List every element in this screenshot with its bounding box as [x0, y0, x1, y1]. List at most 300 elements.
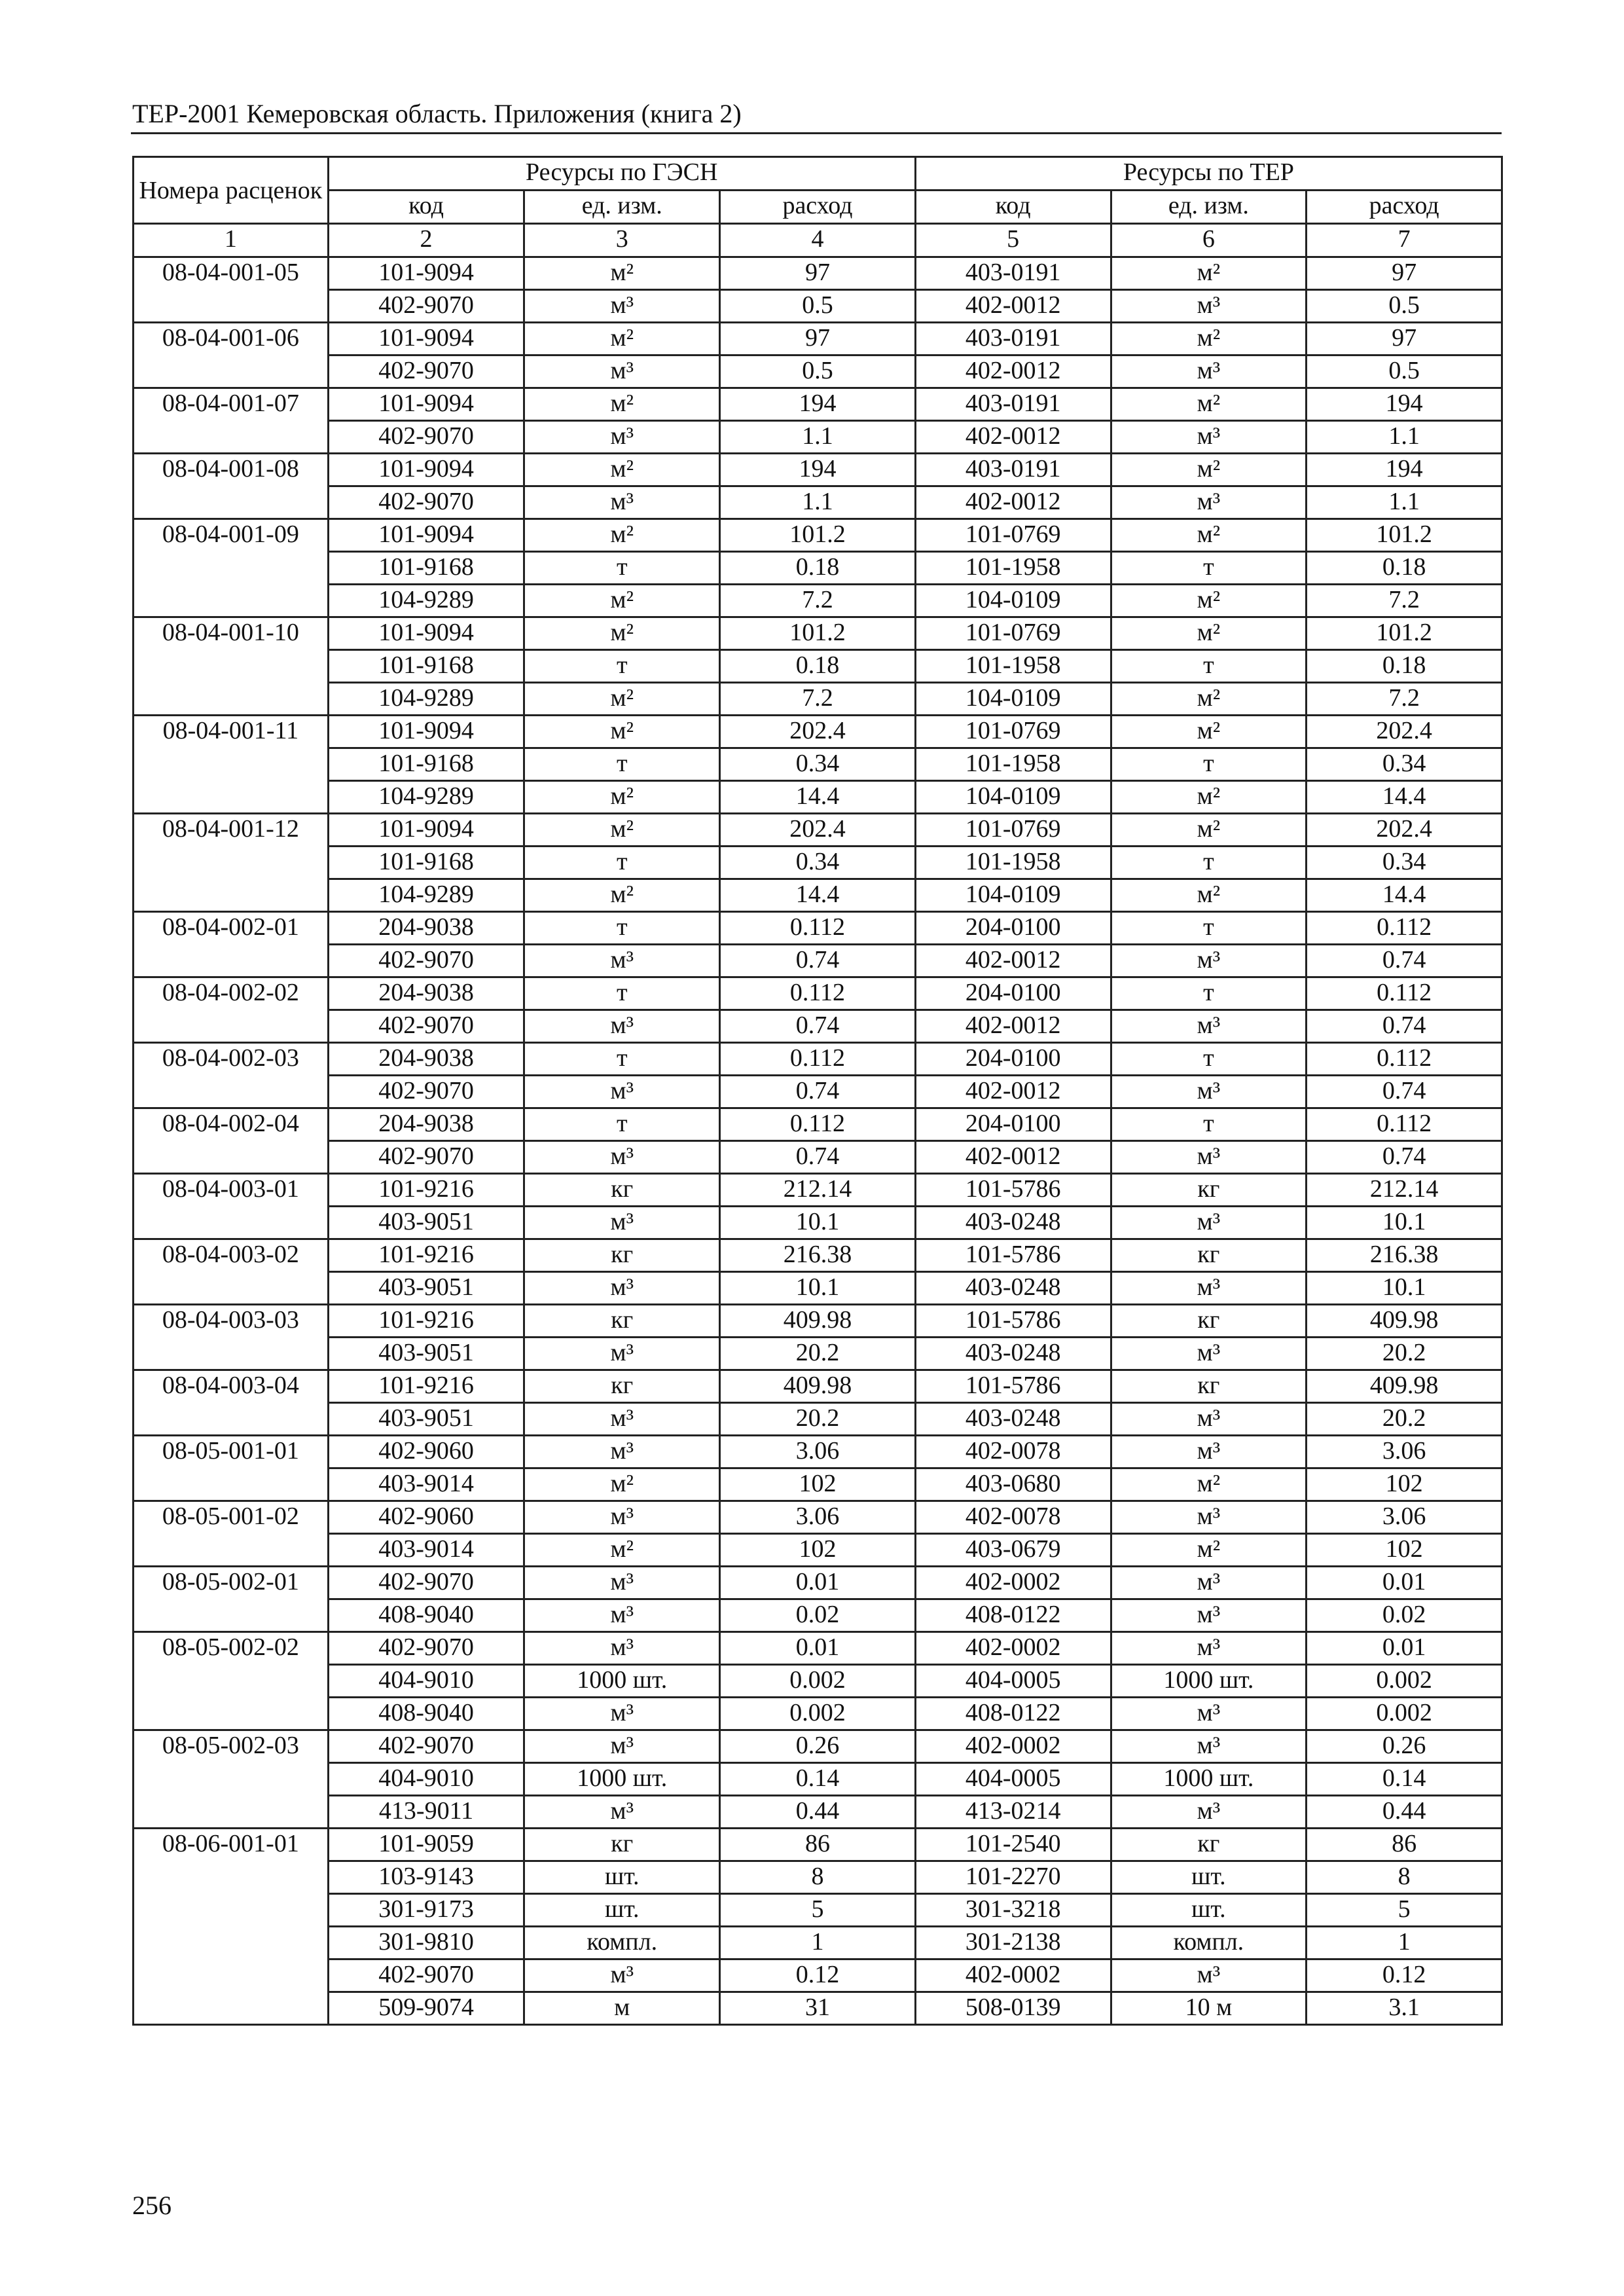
gesn-unit-cell: м³ [524, 1403, 720, 1436]
ter-unit-cell: кг [1111, 1370, 1307, 1403]
ter-consumption-cell: 202.4 [1307, 814, 1502, 847]
ter-code-cell: 101-5786 [915, 1370, 1111, 1403]
ter-consumption-cell: 0.112 [1307, 1043, 1502, 1076]
table-row [134, 1959, 1502, 1992]
rate-number-cell: 08-04-001-05 [134, 257, 329, 323]
rate-number-cell: 08-04-003-03 [134, 1305, 329, 1370]
gesn-unit-cell: м³ [524, 290, 720, 323]
gesn-consumption-cell: 0.44 [720, 1796, 916, 1829]
gesn-unit-cell: м² [524, 1468, 720, 1501]
gesn-code-cell: 403-9051 [328, 1272, 524, 1305]
gesn-unit-cell: м² [524, 519, 720, 552]
gesn-consumption-cell: 0.02 [720, 1599, 916, 1632]
ter-code-cell: 402-0012 [915, 290, 1111, 323]
gesn-consumption-cell: 0.18 [720, 552, 916, 585]
ter-unit-cell: кг [1111, 1239, 1307, 1272]
column-number: 6 [1111, 224, 1307, 257]
gesn-consumption-cell: 20.2 [720, 1338, 916, 1370]
table-row [134, 1632, 1502, 1665]
gesn-consumption-cell: 1.1 [720, 421, 916, 454]
ter-consumption-cell: 0.74 [1307, 1141, 1502, 1174]
gesn-code-cell: 204-9038 [328, 977, 524, 1010]
gesn-code-cell: 402-9060 [328, 1436, 524, 1468]
table-row [134, 388, 1502, 421]
gesn-code-cell: 101-9094 [328, 716, 524, 748]
ter-consumption-cell: 0.34 [1307, 847, 1502, 879]
gesn-unit-cell: м² [524, 814, 720, 847]
ter-consumption-cell: 7.2 [1307, 683, 1502, 716]
gesn-unit-cell: м³ [524, 1567, 720, 1599]
gesn-consumption-cell: 194 [720, 388, 916, 421]
rate-number-cell: 08-04-001-09 [134, 519, 329, 617]
gesn-unit-cell: т [524, 847, 720, 879]
gesn-consumption-cell: 20.2 [720, 1403, 916, 1436]
rate-number-cell: 08-04-002-03 [134, 1043, 329, 1108]
gesn-unit-cell: т [524, 912, 720, 945]
ter-unit-cell: м³ [1111, 355, 1307, 388]
ter-code-cell: 403-0679 [915, 1534, 1111, 1567]
gesn-unit-cell: м² [524, 388, 720, 421]
ter-unit-cell: кг [1111, 1174, 1307, 1207]
gesn-code-cell: 101-9168 [328, 552, 524, 585]
page-header: ТЕР-2001 Кемеровская область. Приложения (книга 2) [132, 99, 742, 128]
ter-unit-cell: м² [1111, 1534, 1307, 1567]
table-row [134, 1272, 1502, 1305]
ter-code-cell: 403-0680 [915, 1468, 1111, 1501]
gesn-unit-cell: м³ [524, 486, 720, 519]
ter-consumption-cell: 409.98 [1307, 1370, 1502, 1403]
ter-consumption-cell: 8 [1307, 1861, 1502, 1894]
gesn-code-cell: 101-9094 [328, 814, 524, 847]
table-row [134, 257, 1502, 290]
ter-unit-cell: т [1111, 1043, 1307, 1076]
gesn-unit-cell: м² [524, 716, 720, 748]
rate-number-cell: 08-04-003-01 [134, 1174, 329, 1239]
gesn-code-cell: 408-9040 [328, 1599, 524, 1632]
gesn-unit-cell: м² [524, 454, 720, 486]
gesn-unit-cell: м² [524, 323, 720, 355]
ter-unit-cell: м² [1111, 585, 1307, 617]
ter-unit-cell: м² [1111, 454, 1307, 486]
ter-consumption-cell: 20.2 [1307, 1338, 1502, 1370]
table-row [134, 486, 1502, 519]
ter-unit-cell: м³ [1111, 1436, 1307, 1468]
gesn-code-cell: 413-9011 [328, 1796, 524, 1829]
table-row [134, 1239, 1502, 1272]
ter-unit-cell: кг [1111, 1829, 1307, 1861]
gesn-unit-cell: м³ [524, 1272, 720, 1305]
table-row [134, 1534, 1502, 1567]
gesn-consumption-cell: 0.12 [720, 1959, 916, 1992]
ter-unit-cell: м² [1111, 388, 1307, 421]
ter-code-cell: 301-3218 [915, 1894, 1111, 1927]
gesn-consumption-cell: 0.26 [720, 1730, 916, 1763]
table-row [134, 977, 1502, 1010]
rate-number-cell: 08-04-001-11 [134, 716, 329, 814]
table-row [134, 1305, 1502, 1338]
ter-code-cell: 402-0012 [915, 355, 1111, 388]
gesn-code-cell: 402-9070 [328, 486, 524, 519]
ter-unit-cell: м³ [1111, 1403, 1307, 1436]
table-row [134, 552, 1502, 585]
ter-code-cell: 403-0191 [915, 454, 1111, 486]
gesn-consumption-cell: 0.002 [720, 1698, 916, 1730]
gesn-consumption-cell: 0.5 [720, 290, 916, 323]
ter-unit-cell: м² [1111, 879, 1307, 912]
ter-unit-cell: м² [1111, 683, 1307, 716]
rate-number-cell: 08-04-002-02 [134, 977, 329, 1043]
gesn-consumption-cell: 216.38 [720, 1239, 916, 1272]
ter-unit-cell: т [1111, 650, 1307, 683]
ter-unit-cell: м³ [1111, 1010, 1307, 1043]
ter-unit-cell: м³ [1111, 1272, 1307, 1305]
gesn-unit-cell: м² [524, 879, 720, 912]
gesn-consumption-cell: 10.1 [720, 1207, 916, 1239]
gesn-unit-cell: т [524, 552, 720, 585]
gesn-consumption-cell: 8 [720, 1861, 916, 1894]
gesn-unit-cell: м³ [524, 1141, 720, 1174]
gesn-consumption-cell: 0.34 [720, 748, 916, 781]
ter-consumption-cell: 97 [1307, 257, 1502, 290]
ter-code-cell: 104-0109 [915, 585, 1111, 617]
gesn-consumption-cell: 0.01 [720, 1567, 916, 1599]
gesn-consumption-cell: 409.98 [720, 1370, 916, 1403]
gesn-code-cell: 101-9094 [328, 388, 524, 421]
ter-code-cell: 204-0100 [915, 1108, 1111, 1141]
gesn-unit-cell: м³ [524, 1010, 720, 1043]
ter-unit-cell: м³ [1111, 1959, 1307, 1992]
gesn-consumption-cell: 7.2 [720, 585, 916, 617]
table-row [134, 1698, 1502, 1730]
table-row [134, 1010, 1502, 1043]
ter-consumption-cell: 0.26 [1307, 1730, 1502, 1763]
gesn-consumption-cell: 0.112 [720, 912, 916, 945]
gesn-unit-cell: м³ [524, 1436, 720, 1468]
gesn-code-cell: 301-9810 [328, 1927, 524, 1959]
gesn-consumption-cell: 97 [720, 257, 916, 290]
gesn-unit-cell: м³ [524, 1796, 720, 1829]
gesn-code-cell: 204-9038 [328, 912, 524, 945]
ter-unit-cell: м³ [1111, 945, 1307, 977]
ter-consumption-cell: 409.98 [1307, 1305, 1502, 1338]
ter-consumption-cell: 10.1 [1307, 1272, 1502, 1305]
table-row [134, 1043, 1502, 1076]
ter-code-cell: 101-5786 [915, 1305, 1111, 1338]
gesn-code-cell: 104-9289 [328, 879, 524, 912]
ter-unit-cell: т [1111, 1108, 1307, 1141]
ter-unit-cell: кг [1111, 1305, 1307, 1338]
gesn-code-cell: 104-9289 [328, 585, 524, 617]
ter-consumption-cell: 0.002 [1307, 1665, 1502, 1698]
ter-code-cell: 101-0769 [915, 519, 1111, 552]
gesn-code-cell: 101-9216 [328, 1370, 524, 1403]
ter-unit-cell: м² [1111, 1468, 1307, 1501]
gesn-consumption-cell: 212.14 [720, 1174, 916, 1207]
ter-unit-cell: м³ [1111, 1698, 1307, 1730]
ter-code-cell: 204-0100 [915, 912, 1111, 945]
gesn-code-cell: 101-9094 [328, 257, 524, 290]
gesn-code-cell: 402-9070 [328, 1010, 524, 1043]
gesn-code-cell: 402-9060 [328, 1501, 524, 1534]
ter-code-cell: 104-0109 [915, 781, 1111, 814]
table-row [134, 912, 1502, 945]
gesn-unit-cell: м³ [524, 421, 720, 454]
table-row [134, 1894, 1502, 1927]
rate-number-cell: 08-04-003-04 [134, 1370, 329, 1436]
column-number: 2 [328, 224, 524, 257]
ter-unit-cell: м³ [1111, 1338, 1307, 1370]
ter-consumption-cell: 0.74 [1307, 1076, 1502, 1108]
table-row [134, 814, 1502, 847]
gesn-consumption-cell: 3.06 [720, 1436, 916, 1468]
ter-unit-cell: т [1111, 748, 1307, 781]
gesn-code-cell: 101-9216 [328, 1239, 524, 1272]
col-header-gesn-code: код [328, 191, 524, 224]
header-row-groups [134, 157, 1502, 191]
ter-code-cell: 101-0769 [915, 814, 1111, 847]
gesn-unit-cell: м³ [524, 1501, 720, 1534]
rate-number-cell: 08-04-003-02 [134, 1239, 329, 1305]
ter-code-cell: 101-5786 [915, 1239, 1111, 1272]
ter-consumption-cell: 0.74 [1307, 945, 1502, 977]
table-row [134, 1174, 1502, 1207]
gesn-code-cell: 101-9094 [328, 617, 524, 650]
rate-number-cell: 08-04-001-07 [134, 388, 329, 454]
gesn-consumption-cell: 5 [720, 1894, 916, 1927]
gesn-unit-cell: м² [524, 683, 720, 716]
rate-number-cell: 08-05-002-03 [134, 1730, 329, 1829]
gesn-consumption-cell: 0.14 [720, 1763, 916, 1796]
table-row [134, 519, 1502, 552]
ter-code-cell: 402-0002 [915, 1567, 1111, 1599]
rate-number-cell: 08-04-001-06 [134, 323, 329, 388]
gesn-unit-cell: м² [524, 257, 720, 290]
column-number: 3 [524, 224, 720, 257]
gesn-code-cell: 403-9014 [328, 1468, 524, 1501]
gesn-consumption-cell: 0.74 [720, 1141, 916, 1174]
gesn-consumption-cell: 0.112 [720, 1043, 916, 1076]
column-number: 7 [1307, 224, 1502, 257]
ter-code-cell: 403-0248 [915, 1338, 1111, 1370]
ter-consumption-cell: 202.4 [1307, 716, 1502, 748]
gesn-code-cell: 402-9070 [328, 1141, 524, 1174]
ter-unit-cell: м³ [1111, 1796, 1307, 1829]
gesn-consumption-cell: 86 [720, 1829, 916, 1861]
gesn-consumption-cell: 0.74 [720, 1076, 916, 1108]
ter-code-cell: 403-0191 [915, 388, 1111, 421]
table-row [134, 1861, 1502, 1894]
page-number: 256 [132, 2191, 171, 2220]
gesn-code-cell: 101-9094 [328, 454, 524, 486]
ter-consumption-cell: 194 [1307, 388, 1502, 421]
ter-code-cell: 101-1958 [915, 552, 1111, 585]
ter-consumption-cell: 1.1 [1307, 421, 1502, 454]
ter-unit-cell: шт. [1111, 1894, 1307, 1927]
ter-consumption-cell: 14.4 [1307, 879, 1502, 912]
gesn-unit-cell: м [524, 1992, 720, 2025]
ter-unit-cell: м³ [1111, 1501, 1307, 1534]
ter-consumption-cell: 0.18 [1307, 650, 1502, 683]
gesn-unit-cell: м³ [524, 1076, 720, 1108]
ter-consumption-cell: 212.14 [1307, 1174, 1502, 1207]
header-row-column-numbers [134, 224, 1502, 257]
gesn-code-cell: 402-9070 [328, 1959, 524, 1992]
gesn-code-cell: 402-9070 [328, 1567, 524, 1599]
table-row [134, 421, 1502, 454]
table-row [134, 1992, 1502, 2025]
rate-number-cell: 08-04-001-10 [134, 617, 329, 716]
ter-code-cell: 402-0012 [915, 1076, 1111, 1108]
table-row [134, 879, 1502, 912]
gesn-consumption-cell: 3.06 [720, 1501, 916, 1534]
gesn-unit-cell: шт. [524, 1861, 720, 1894]
ter-code-cell: 413-0214 [915, 1796, 1111, 1829]
gesn-code-cell: 404-9010 [328, 1763, 524, 1796]
gesn-unit-cell: м³ [524, 1599, 720, 1632]
gesn-unit-cell: м³ [524, 1959, 720, 1992]
gesn-code-cell: 403-9014 [328, 1534, 524, 1567]
gesn-unit-cell: м³ [524, 1698, 720, 1730]
ter-code-cell: 402-0012 [915, 1141, 1111, 1174]
ter-code-cell: 403-0248 [915, 1207, 1111, 1239]
ter-code-cell: 404-0005 [915, 1665, 1111, 1698]
gesn-code-cell: 204-9038 [328, 1043, 524, 1076]
ter-unit-cell: т [1111, 977, 1307, 1010]
gesn-code-cell: 101-9094 [328, 519, 524, 552]
ter-consumption-cell: 102 [1307, 1468, 1502, 1501]
rate-number-cell: 08-05-001-01 [134, 1436, 329, 1501]
ter-code-cell: 403-0191 [915, 323, 1111, 355]
gesn-code-cell: 101-9168 [328, 847, 524, 879]
ter-consumption-cell: 102 [1307, 1534, 1502, 1567]
gesn-code-cell: 403-9051 [328, 1403, 524, 1436]
ter-unit-cell: м² [1111, 323, 1307, 355]
ter-unit-cell: т [1111, 847, 1307, 879]
col-header-gesn-consumption: расход [720, 191, 916, 224]
ter-unit-cell: м³ [1111, 1599, 1307, 1632]
gesn-consumption-cell: 102 [720, 1468, 916, 1501]
rate-number-cell: 08-05-002-02 [134, 1632, 329, 1730]
ter-code-cell: 101-1958 [915, 748, 1111, 781]
ter-consumption-cell: 5 [1307, 1894, 1502, 1927]
gesn-consumption-cell: 101.2 [720, 617, 916, 650]
gesn-code-cell: 101-9216 [328, 1174, 524, 1207]
ter-code-cell: 101-5786 [915, 1174, 1111, 1207]
rate-number-cell: 08-04-001-12 [134, 814, 329, 912]
gesn-code-cell: 101-9168 [328, 748, 524, 781]
gesn-consumption-cell: 0.112 [720, 1108, 916, 1141]
ter-consumption-cell: 14.4 [1307, 781, 1502, 814]
gesn-unit-cell: м³ [524, 1338, 720, 1370]
gesn-code-cell: 103-9143 [328, 1861, 524, 1894]
table-row [134, 716, 1502, 748]
table-body [134, 257, 1502, 2025]
ter-unit-cell: 1000 шт. [1111, 1665, 1307, 1698]
rate-number-cell: 08-06-001-01 [134, 1829, 329, 2025]
gesn-unit-cell: т [524, 748, 720, 781]
table-row [134, 748, 1502, 781]
gesn-code-cell: 403-9051 [328, 1338, 524, 1370]
ter-code-cell: 402-0078 [915, 1501, 1111, 1534]
gesn-consumption-cell: 7.2 [720, 683, 916, 716]
gesn-unit-cell: 1000 шт. [524, 1763, 720, 1796]
ter-unit-cell: м² [1111, 781, 1307, 814]
ter-unit-cell: м³ [1111, 1076, 1307, 1108]
ter-consumption-cell: 7.2 [1307, 585, 1502, 617]
ter-code-cell: 101-1958 [915, 847, 1111, 879]
gesn-consumption-cell: 0.01 [720, 1632, 916, 1665]
gesn-code-cell: 509-9074 [328, 1992, 524, 2025]
gesn-consumption-cell: 10.1 [720, 1272, 916, 1305]
gesn-unit-cell: кг [524, 1239, 720, 1272]
ter-consumption-cell: 97 [1307, 323, 1502, 355]
rate-number-cell: 08-05-002-01 [134, 1567, 329, 1632]
header-row-subcolumns [134, 191, 1502, 224]
table-row [134, 1927, 1502, 1959]
gesn-code-cell: 204-9038 [328, 1108, 524, 1141]
table-row [134, 1207, 1502, 1239]
ter-code-cell: 402-0012 [915, 945, 1111, 977]
gesn-unit-cell: кг [524, 1370, 720, 1403]
gesn-consumption-cell: 14.4 [720, 781, 916, 814]
ter-consumption-cell: 0.112 [1307, 977, 1502, 1010]
ter-code-cell: 402-0002 [915, 1730, 1111, 1763]
table-row [134, 617, 1502, 650]
table-row [134, 1076, 1502, 1108]
ter-consumption-cell: 0.01 [1307, 1567, 1502, 1599]
gesn-code-cell: 101-9094 [328, 323, 524, 355]
ter-consumption-cell: 216.38 [1307, 1239, 1502, 1272]
ter-unit-cell: м³ [1111, 1207, 1307, 1239]
table-row [134, 683, 1502, 716]
gesn-code-cell: 402-9070 [328, 1730, 524, 1763]
ter-unit-cell: м² [1111, 257, 1307, 290]
gesn-code-cell: 402-9070 [328, 1632, 524, 1665]
gesn-consumption-cell: 0.5 [720, 355, 916, 388]
col-header-ter-consumption: расход [1307, 191, 1502, 224]
ter-unit-cell: 10 м [1111, 1992, 1307, 2025]
ter-code-cell: 104-0109 [915, 879, 1111, 912]
col-header-rate-numbers: Номера расценок [134, 157, 329, 224]
ter-code-cell: 408-0122 [915, 1599, 1111, 1632]
table-row [134, 1468, 1502, 1501]
gesn-consumption-cell: 0.74 [720, 1010, 916, 1043]
gesn-consumption-cell: 0.112 [720, 977, 916, 1010]
ter-unit-cell: компл. [1111, 1927, 1307, 1959]
gesn-unit-cell: кг [524, 1829, 720, 1861]
gesn-consumption-cell: 1 [720, 1927, 916, 1959]
ter-code-cell: 402-0002 [915, 1632, 1111, 1665]
rate-number-cell: 08-04-001-08 [134, 454, 329, 519]
ter-unit-cell: м² [1111, 716, 1307, 748]
gesn-consumption-cell: 202.4 [720, 814, 916, 847]
table-row [134, 1730, 1502, 1763]
table-row [134, 1338, 1502, 1370]
ter-code-cell: 402-0012 [915, 486, 1111, 519]
ter-code-cell: 101-2540 [915, 1829, 1111, 1861]
table-row [134, 454, 1502, 486]
ter-code-cell: 104-0109 [915, 683, 1111, 716]
ter-consumption-cell: 101.2 [1307, 617, 1502, 650]
ter-code-cell: 403-0248 [915, 1272, 1111, 1305]
ter-unit-cell: м³ [1111, 1632, 1307, 1665]
gesn-consumption-cell: 202.4 [720, 716, 916, 748]
ter-consumption-cell: 0.02 [1307, 1599, 1502, 1632]
resources-table [132, 156, 1503, 2026]
gesn-unit-cell: м³ [524, 1207, 720, 1239]
ter-code-cell: 404-0005 [915, 1763, 1111, 1796]
ter-unit-cell: м² [1111, 617, 1307, 650]
